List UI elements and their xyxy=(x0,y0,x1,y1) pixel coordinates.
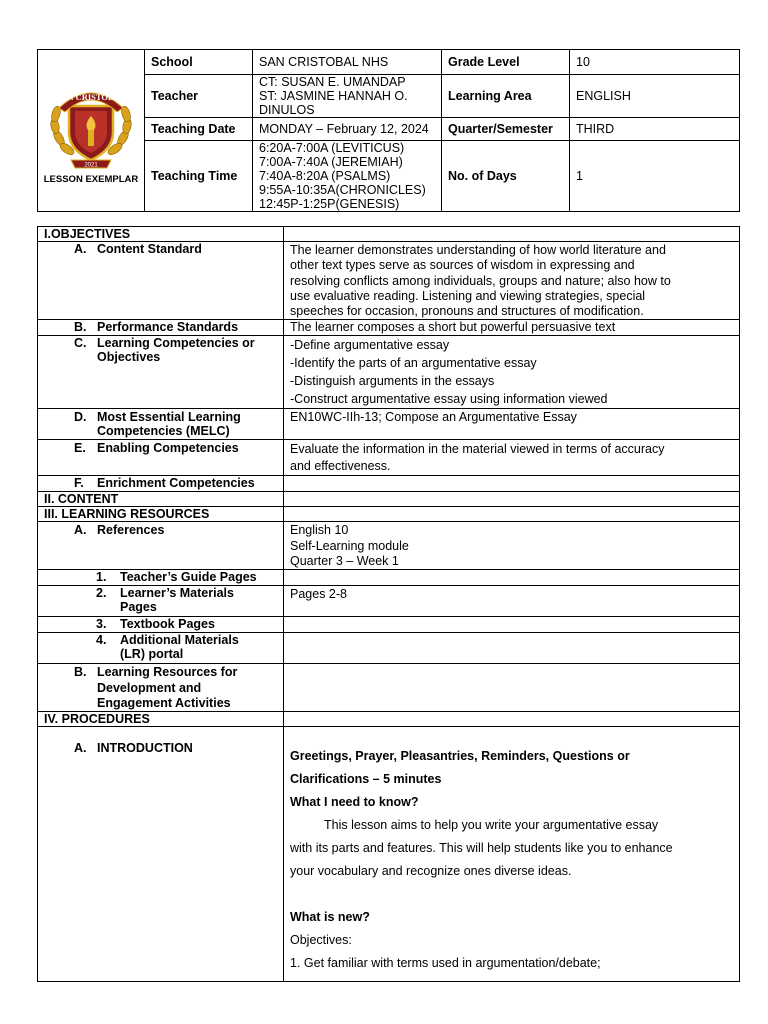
teacher-line: ST: JASMINE HANNAH O. xyxy=(259,89,408,103)
label-cell xyxy=(38,320,284,336)
learners-materials-value: Pages 2-8 xyxy=(284,586,740,617)
label-cell xyxy=(38,617,284,633)
item-marker: 2. xyxy=(96,586,107,601)
table-row xyxy=(38,242,740,320)
content-standard-label: Content Standard xyxy=(97,242,202,256)
label-line: (LR) portal xyxy=(120,647,184,662)
greeting-line: Clarifications – 5 minutes xyxy=(290,772,442,787)
melc-value: EN10WC-IIh-13; Compose an Argumentative Essay xyxy=(284,409,740,440)
objectives-heading: I.OBJECTIVES xyxy=(38,227,284,242)
teaching-date-label: Teaching Date xyxy=(145,118,253,141)
time-slot: 6:20A-7:00A (LEVITICUS) xyxy=(259,141,405,155)
time-slot: 12:45P-1:25P(GENESIS) xyxy=(259,197,400,211)
item-marker: A. xyxy=(74,242,87,256)
time-slot: 7:40A-8:20A (PSALMS) xyxy=(259,169,391,183)
content-standard-value xyxy=(284,242,740,320)
table-row xyxy=(38,522,740,570)
empty-cell xyxy=(284,617,740,633)
text-line: use evaluative reading. Listening and viewing strategies, special xyxy=(290,288,646,303)
table-row xyxy=(38,492,740,507)
label-line: Objectives xyxy=(97,350,161,365)
table-row xyxy=(38,476,740,492)
what-i-need-to-know-heading: What I need to know? xyxy=(290,795,419,810)
melc-label xyxy=(97,410,241,438)
item-marker: D. xyxy=(74,410,87,425)
teacher-line: DINULOS xyxy=(259,103,315,117)
text-line: This lesson aims to help you write your argumentative essay xyxy=(324,818,659,833)
label-cell xyxy=(38,586,284,617)
label-line: Additional Materials xyxy=(120,633,239,648)
objective-item: 1. Get familiar with terms used in argumentation/debate; xyxy=(290,956,601,971)
table-row xyxy=(38,336,740,409)
school-value: SAN CRISTOBAL NHS xyxy=(253,50,442,75)
table-row xyxy=(38,227,740,242)
label-line: Engagement Activities xyxy=(97,695,231,710)
text-line: Evaluate the information in the material viewed in terms of accuracy xyxy=(290,442,665,457)
table-row xyxy=(38,507,740,522)
label-line: Learning Competencies or xyxy=(97,336,255,351)
teaching-date-value: MONDAY – February 12, 2024 xyxy=(253,118,442,141)
text-line: and effectiveness. xyxy=(290,459,391,474)
empty-cell xyxy=(284,227,740,242)
list-item: -Construct argumentative essay using information viewed xyxy=(290,392,608,407)
item-marker: B. xyxy=(74,665,87,680)
label-cell xyxy=(38,476,284,492)
text-line: resolving conflicts among individuals, groups and nature; also how to xyxy=(290,273,671,288)
time-slot: 7:00A-7:40A (JEREMIAH) xyxy=(259,155,403,169)
label-line: Competencies (MELC) xyxy=(97,424,230,439)
logo-year-text: 2021 xyxy=(84,162,98,169)
empty-cell xyxy=(284,492,740,507)
learners-materials-label xyxy=(120,586,234,614)
days-value: 1 xyxy=(570,141,740,212)
table-row xyxy=(38,633,740,664)
content-heading: II. CONTENT xyxy=(38,492,284,507)
item-marker: 4. xyxy=(96,633,107,648)
days-label: No. of Days xyxy=(442,141,570,212)
procedures-heading: IV. PROCEDURES xyxy=(38,712,284,727)
learning-area-label: Learning Area xyxy=(442,75,570,118)
greeting-line: Greetings, Prayer, Pleasantries, Reminders, Questions or xyxy=(290,749,630,764)
text-line: Quarter 3 – Week 1 xyxy=(290,554,399,569)
school-seal-icon xyxy=(45,80,137,172)
grade-value: 10 xyxy=(570,50,740,75)
table-row xyxy=(38,727,740,982)
item-marker: F. xyxy=(74,476,84,491)
text-line: with its parts and features. This will help students like you to enhance xyxy=(290,841,673,856)
label-cell xyxy=(38,409,284,440)
label-line: Learner’s Materials xyxy=(120,586,234,601)
label-line: Development and xyxy=(97,680,202,695)
textbook-pages-label: Textbook Pages xyxy=(120,617,215,632)
text-line: English 10 xyxy=(290,523,349,538)
item-marker: E. xyxy=(74,441,86,456)
item-marker: 3. xyxy=(96,617,107,632)
lesson-exemplar-label: LESSON EXEMPLAR xyxy=(43,174,139,185)
empty-cell xyxy=(284,664,740,712)
table-row xyxy=(38,320,740,336)
label-cell xyxy=(38,242,284,320)
logo-top-text: SAN CRISTOBAL xyxy=(56,92,126,102)
learning-resources-label xyxy=(97,665,237,711)
empty-cell xyxy=(284,633,740,664)
text-line: Self-Learning module xyxy=(290,538,409,553)
enabling-competencies-value xyxy=(284,440,740,476)
table-row xyxy=(38,570,740,586)
label-cell xyxy=(38,570,284,586)
label-cell xyxy=(38,522,284,570)
label-cell xyxy=(38,336,284,409)
enabling-competencies-label: Enabling Competencies xyxy=(97,441,239,456)
introduction-body xyxy=(284,727,740,982)
quarter-label: Quarter/Semester xyxy=(442,118,570,141)
empty-cell xyxy=(284,507,740,522)
header-table xyxy=(37,49,740,212)
table-row xyxy=(38,617,740,633)
item-marker: A. xyxy=(74,741,87,756)
learning-competencies-value xyxy=(284,336,740,409)
grade-label: Grade Level xyxy=(442,50,570,75)
time-slot: 9:55A-10:35A(CHRONICLES) xyxy=(259,183,426,197)
table-row xyxy=(38,586,740,617)
label-line: Most Essential Learning xyxy=(97,410,241,425)
table-row xyxy=(38,440,740,476)
teacher-value xyxy=(253,75,442,118)
introduction-label: INTRODUCTION xyxy=(97,741,193,756)
label-cell xyxy=(38,664,284,712)
what-is-new-heading: What is new? xyxy=(290,910,370,925)
references-value xyxy=(284,522,740,570)
logo-cell xyxy=(38,50,145,212)
teacher-line: CT: SUSAN E. UMANDAP xyxy=(259,75,406,89)
lesson-table xyxy=(37,226,740,982)
teachers-guide-label: Teacher’s Guide Pages xyxy=(120,570,257,585)
learning-area-value: ENGLISH xyxy=(570,75,740,118)
label-line: Pages xyxy=(120,600,157,615)
text-line: speeches for occasion, pronouns and structures of modification. xyxy=(290,304,644,319)
label-cell xyxy=(38,440,284,476)
learning-resources-heading: III. LEARNING RESOURCES xyxy=(38,507,284,522)
quarter-value: THIRD xyxy=(570,118,740,141)
item-marker: B. xyxy=(74,320,87,335)
enrichment-competencies-label: Enrichment Competencies xyxy=(97,476,255,491)
empty-cell xyxy=(284,712,740,727)
table-row xyxy=(38,664,740,712)
teaching-time-value xyxy=(253,141,442,212)
empty-cell xyxy=(284,476,740,492)
list-item: -Identify the parts of an argumentative essay xyxy=(290,356,537,371)
empty-cell xyxy=(284,570,740,586)
list-item: -Define argumentative essay xyxy=(290,338,450,353)
references-label: References xyxy=(97,523,165,538)
item-marker: C. xyxy=(74,336,87,351)
table-row xyxy=(38,409,740,440)
text-line: other text types serve as sources of wisdom in expressing and xyxy=(290,258,635,273)
school-label: School xyxy=(145,50,253,75)
objectives-label: Objectives: xyxy=(290,933,352,948)
performance-standards-label: Performance Standards xyxy=(97,320,239,335)
teaching-time-label: Teaching Time xyxy=(145,141,253,212)
list-item: -Distinguish arguments in the essays xyxy=(290,374,495,389)
additional-materials-label xyxy=(120,633,239,661)
label-cell xyxy=(38,633,284,664)
text-line: your vocabulary and recognize ones diverse ideas. xyxy=(290,864,572,879)
table-row xyxy=(38,712,740,727)
performance-standards-value: The learner composes a short but powerful persuasive text xyxy=(284,320,740,336)
item-marker: A. xyxy=(74,523,87,538)
learning-competencies-label xyxy=(97,336,255,364)
teacher-label: Teacher xyxy=(145,75,253,118)
label-cell xyxy=(38,727,284,982)
label-line: Learning Resources for xyxy=(97,665,238,680)
text-line: The learner demonstrates understanding of how world literature and xyxy=(290,243,666,257)
item-marker: 1. xyxy=(96,570,107,585)
